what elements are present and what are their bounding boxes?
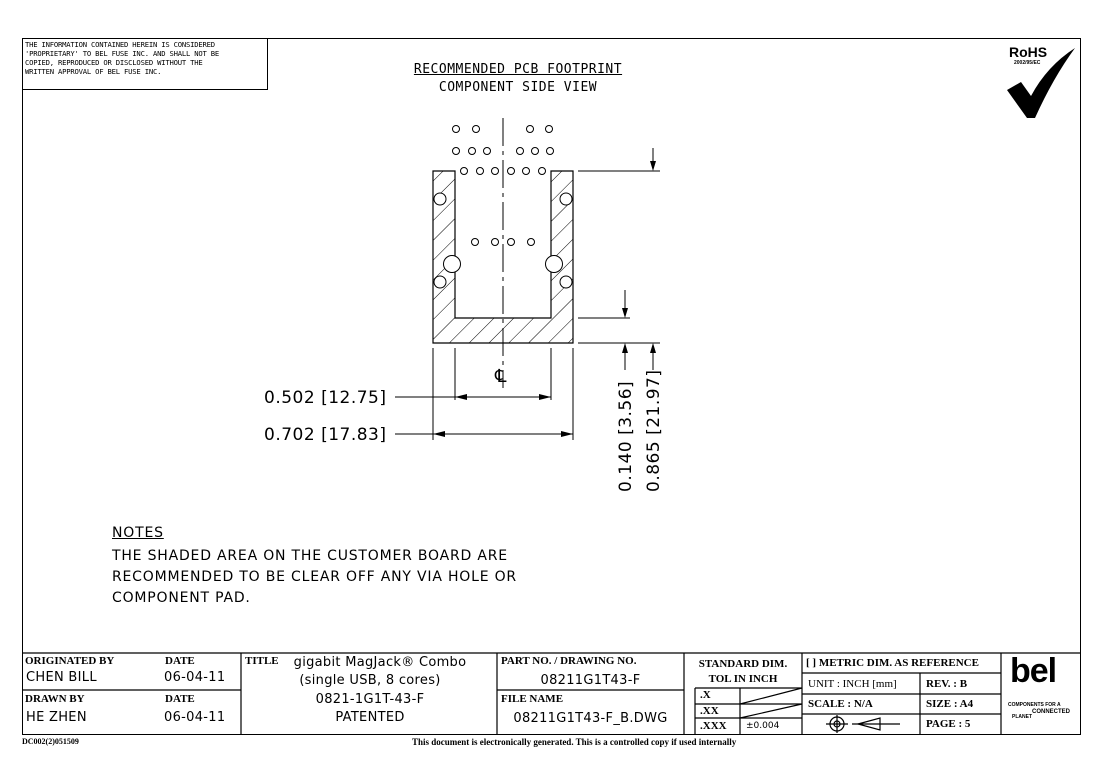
tol-xxx-value: ±0.004 [746,721,780,731]
bel-tagline: PLANET [1012,714,1032,720]
standard-dim-label: STANDARD DIM. [698,658,788,670]
notes-line: THE SHADED AREA ON THE CUSTOMER BOARD ARE [112,548,508,564]
proprietary-line: COPIED, REPRODUCED OR DISCLOSED WITHOUT THE [25,58,203,67]
drawing-subtitle: COMPONENT SIDE VIEW [438,80,598,95]
bel-tagline: COMPONENTS FOR A [1008,702,1061,708]
unit-label: UNIT : INCH [mm] [808,678,897,690]
part-no-value: 08211G1T43-F [540,673,641,688]
dimension-depth-short: 0.140 [3.56] [616,380,636,492]
tolerance-label: TOL IN INCH [708,673,778,685]
part-no-label: PART NO. / DRAWING NO. [501,655,637,667]
file-name-value: 08211G1T43-F_B.DWG [513,711,668,726]
notes-line: RECOMMENDED TO BE CLEAR OFF ANY VIA HOLE OR [112,569,517,585]
dimension-depth-total: 0.865 [21.97] [644,369,664,492]
bel-tagline: CONNECTED [1032,709,1071,715]
drawn-by-value: HE ZHEN [26,710,87,725]
file-name-label: FILE NAME [501,693,564,705]
revision-label: REV. : B [926,678,968,690]
page-label: PAGE : 5 [926,718,971,730]
dimension-width-inner: 0.502 [12.75] [264,388,387,408]
notes-heading: NOTES [112,525,164,541]
bel-logo-text: bel [1010,652,1057,690]
tol-xx-label: .XX [700,705,719,717]
originated-date-value: 06-04-11 [164,670,226,685]
title-label: TITLE [245,655,279,667]
tol-xxx-label: .XXX [700,720,727,732]
originated-by-label: ORIGINATED BY [25,655,115,667]
dimension-width-outer: 0.702 [17.83] [264,425,387,445]
drawing-title: RECOMMENDED PCB FOOTPRINT [413,62,623,77]
rohs-sub: 2002/95/EC [1014,60,1041,66]
centerline-symbol: ℄ [495,366,507,387]
originated-by-value: CHEN BILL [26,670,97,685]
date-label: DATE [165,693,195,705]
rohs-label: RoHS [1009,44,1048,60]
tol-x-label: .X [700,689,711,701]
controlled-copy-statement: This document is electronically generated. This is a controlled copy if used internally [412,737,737,747]
drawn-date-value: 06-04-11 [164,710,226,725]
title-line: gigabit MagJack® Combo [293,655,467,670]
scale-label: SCALE : N/A [808,698,873,710]
drawn-by-label: DRAWN BY [25,693,85,705]
proprietary-line: WRITTEN APPROVAL OF BEL FUSE INC. [25,67,162,76]
size-label: SIZE : A4 [926,698,974,710]
proprietary-line: 'PROPRIETARY' TO BEL FUSE INC. AND SHALL NOT BE [25,49,219,58]
title-line: 0821-1G1T-43-F [315,692,425,707]
document-code: DC002(2)051509 [22,737,79,746]
proprietary-line: THE INFORMATION CONTAINED HEREIN IS CONSIDERED [25,40,215,49]
date-label: DATE [165,655,195,667]
notes-line: COMPONENT PAD. [112,590,251,606]
bel-logo [1008,652,1078,734]
title-line: (single USB, 8 cores) [299,673,441,688]
metric-reference-label: [ ] METRIC DIM. AS REFERENCE [806,657,979,669]
title-line: PATENTED [335,710,405,725]
